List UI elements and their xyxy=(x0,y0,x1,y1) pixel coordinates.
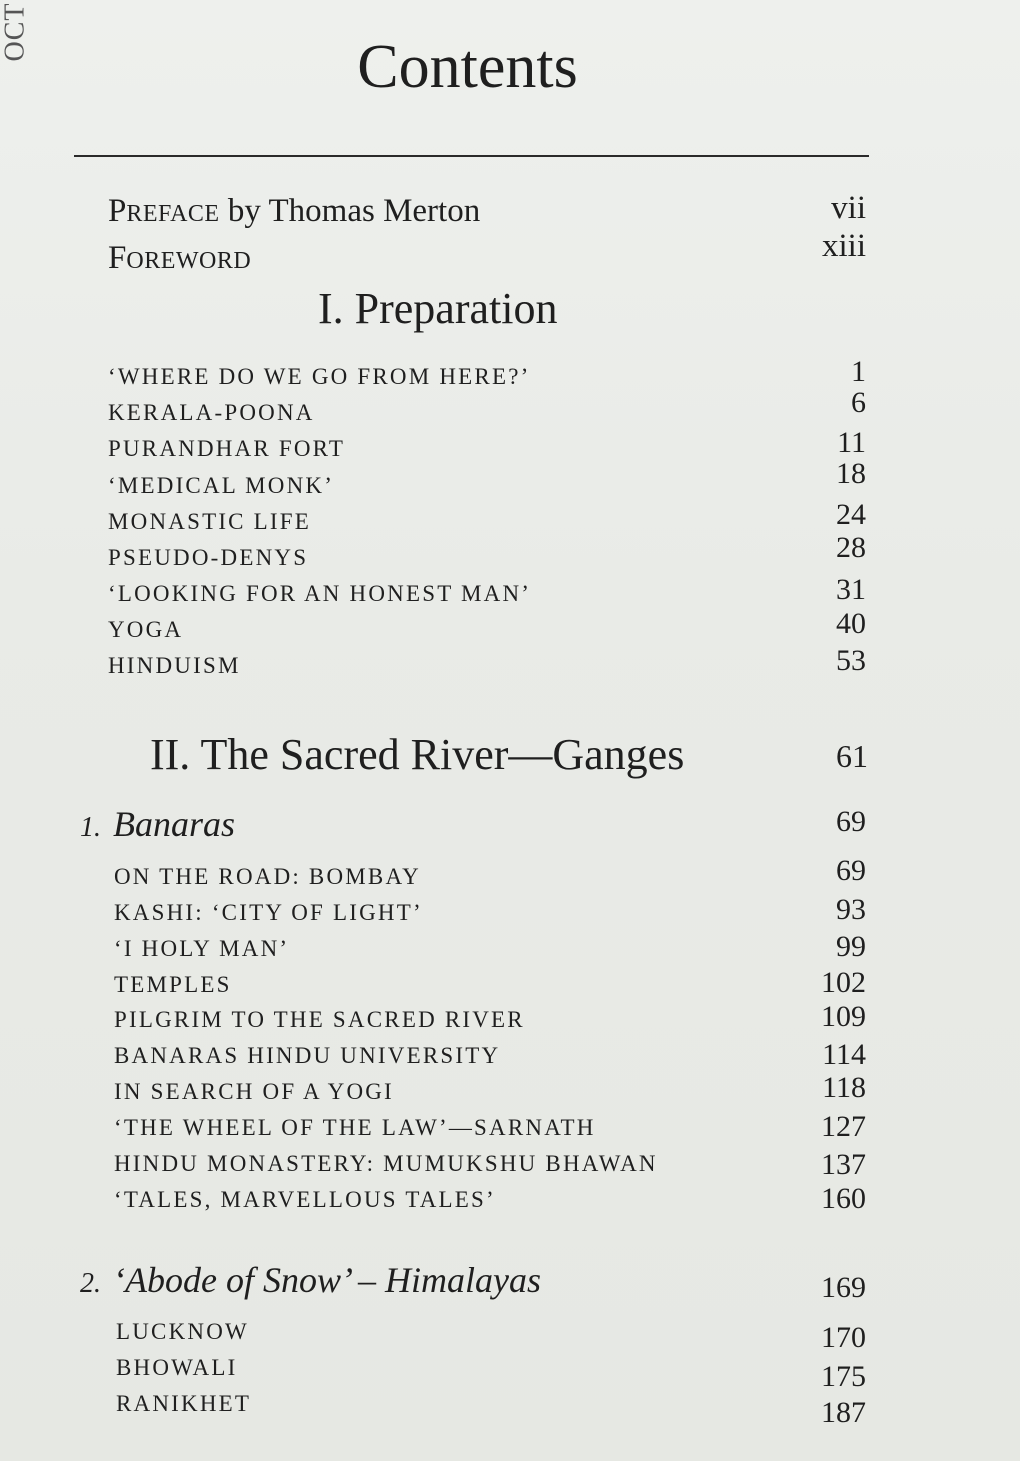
toc-page: 40 xyxy=(836,607,866,640)
front-matter-foreword xyxy=(108,240,251,277)
section-page: 169 xyxy=(821,1271,866,1304)
foreword-initial: F xyxy=(108,240,127,276)
toc-entry: PURANDHAR FORT xyxy=(108,436,346,461)
toc-page: 93 xyxy=(836,893,866,926)
section-title: Banaras xyxy=(113,804,236,844)
toc-page: 160 xyxy=(821,1182,866,1215)
toc-page: 1 xyxy=(851,355,866,388)
section-heading-himalayas xyxy=(80,1259,541,1301)
section-heading-banaras xyxy=(80,803,235,845)
toc-entry: KASHI: ‘CITY OF LIGHT’ xyxy=(114,900,423,925)
toc-entry: ‘MEDICAL MONK’ xyxy=(108,473,335,498)
toc-entry: RANIKHET xyxy=(116,1391,252,1416)
preface-initial: P xyxy=(108,193,127,229)
preface-smallcaps: REFACE xyxy=(126,201,220,227)
toc-entry: ‘I HOLY MAN’ xyxy=(114,936,290,961)
toc-entry: BHOWALI xyxy=(116,1355,238,1380)
toc-entry: YOGA xyxy=(108,617,184,642)
toc-entry: PSEUDO-DENYS xyxy=(108,545,309,570)
toc-entry: ‘WHERE DO WE GO FROM HERE?’ xyxy=(108,364,531,389)
toc-page: 102 xyxy=(821,966,866,999)
toc-entry: HINDU MONASTERY: MUMUKSHU BHAWAN xyxy=(114,1151,658,1176)
toc-page: 175 xyxy=(821,1360,866,1393)
section-page: 69 xyxy=(836,805,866,838)
toc-page: 53 xyxy=(836,644,866,677)
toc-entry: TEMPLES xyxy=(114,972,232,997)
toc-page: 18 xyxy=(836,457,866,490)
toc-page: 11 xyxy=(837,426,866,459)
toc-entry: ‘THE WHEEL OF THE LAW’—SARNATH xyxy=(114,1115,596,1140)
toc-entry: ‘LOOKING FOR AN HONEST MAN’ xyxy=(108,581,532,606)
toc-page: 170 xyxy=(821,1321,866,1354)
part-two-page: 61 xyxy=(836,738,868,774)
toc-entry: MONASTIC LIFE xyxy=(108,509,312,534)
toc-page: 118 xyxy=(822,1071,866,1104)
toc-page: 137 xyxy=(821,1148,866,1181)
toc-page: 109 xyxy=(821,1000,866,1033)
part-one-title: I. Preparation xyxy=(318,284,558,333)
toc-entry: PILGRIM TO THE SACRED RIVER xyxy=(114,1007,525,1032)
part-two-title: II. The Sacred River—Ganges xyxy=(150,730,685,779)
toc-entry: ON THE ROAD: BOMBAY xyxy=(114,864,421,889)
toc-page: 31 xyxy=(836,573,866,606)
toc-page: 24 xyxy=(836,498,866,531)
toc-page: 127 xyxy=(821,1110,866,1143)
toc-entry: LUCKNOW xyxy=(116,1319,249,1344)
toc-page: 6 xyxy=(851,386,866,419)
toc-entry: IN SEARCH OF A YOGI xyxy=(114,1079,394,1104)
title-rule xyxy=(74,155,869,157)
section-title: ‘Abode of Snow’ – Himalayas xyxy=(113,1260,541,1300)
page-title: Contents xyxy=(357,33,578,101)
toc-entry: KERALA-POONA xyxy=(108,400,315,425)
section-number: 1. xyxy=(80,812,101,843)
edge-mark: OCT xyxy=(0,2,31,62)
toc-entry: ‘TALES, MARVELLOUS TALES’ xyxy=(114,1187,496,1212)
preface-page: vii xyxy=(831,190,866,226)
toc-page: 28 xyxy=(836,531,866,564)
preface-rest: by Thomas Merton xyxy=(219,193,481,229)
toc-entry: HINDUISM xyxy=(108,653,241,678)
toc-entry: BANARAS HINDU UNIVERSITY xyxy=(114,1043,501,1068)
toc-page: 69 xyxy=(836,854,866,887)
section-number: 2. xyxy=(80,1268,101,1299)
foreword-page: xiii xyxy=(821,228,866,264)
front-matter-preface xyxy=(108,193,480,230)
toc-page: 187 xyxy=(821,1396,866,1429)
foreword-smallcaps: OREWORD xyxy=(126,248,252,274)
toc-page: 114 xyxy=(822,1038,866,1071)
toc-page: 99 xyxy=(836,930,866,963)
